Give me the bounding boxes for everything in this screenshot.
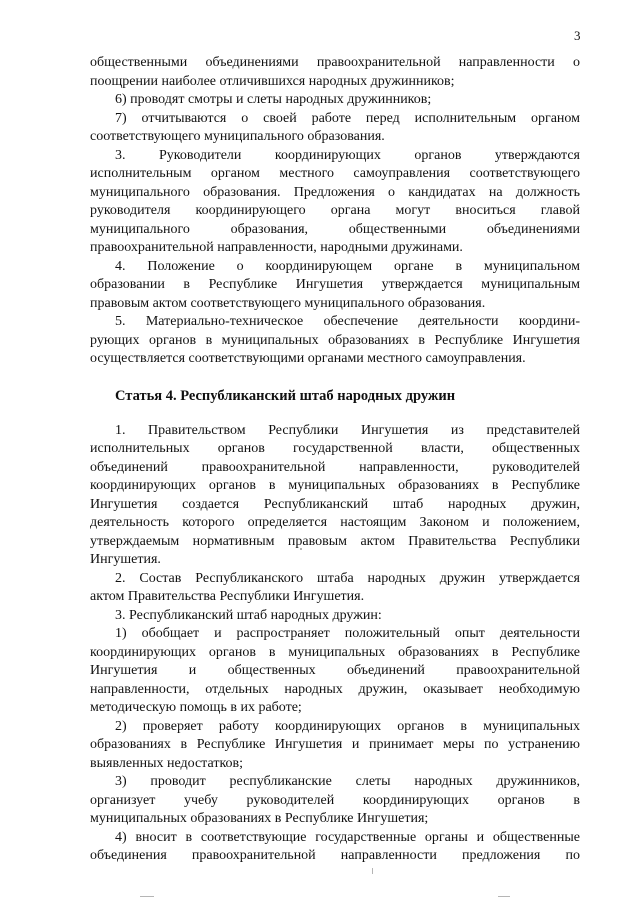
text-line: координирующих органов в муниципальных образованиях в Республике	[90, 644, 580, 660]
text-line: осуществляется соответствующими органами местного самоуправления.	[90, 351, 526, 366]
text-line: деятельность которого определяется настоящим Законом и положением,	[90, 515, 580, 530]
text-line: Ингушетия и общественных объединений правоохранительной	[90, 663, 580, 678]
text-line: организует учебу руководителей координирующих органов в	[90, 792, 580, 808]
spacer	[90, 405, 580, 422]
text-line: 1. Правительством Республики Ингушетия из представителей	[115, 422, 580, 438]
article-3-continuation	[90, 54, 580, 369]
text-line: образовании в Республике Ингушетия утверждается муниципальным	[90, 277, 580, 292]
text-line: 2. Состав Республиканского штаба народных дружин утверждается	[115, 570, 580, 586]
text-line: муниципального образования, общественными объединениями	[90, 221, 580, 237]
scan-speck	[300, 548, 302, 550]
text-line: 2) проверяет работу координирующих органов в муниципальных	[115, 718, 580, 734]
scan-speck	[372, 868, 373, 874]
text-line: 4) вносит в соответствующие государственные органы и общественные	[115, 829, 580, 845]
text-line: поощрении наиболее отличившихся народных дружинников;	[90, 73, 455, 89]
document-body	[90, 54, 580, 866]
text-line: исполнительных органов государственной власти, общественных	[90, 441, 580, 456]
text-line: образованиях в Республике Ингушетия и принимает меры по устранению	[90, 737, 580, 752]
spacer	[90, 369, 580, 387]
text-line: 3. Руководители координирующих органов утверждаются	[115, 147, 580, 163]
text-line: объединений правоохранительной направленности, руководителей	[90, 459, 580, 475]
text-line: 4. Положение о координирующем органе в муниципальном	[115, 258, 580, 274]
text-line: муниципального образования. Предложения о кандидатах на должность	[90, 184, 580, 200]
text-line: общественными объединениями правоохранительной направленности о	[90, 55, 580, 70]
text-line: направленности, отдельных народных дружин, оказывает необходимую	[90, 681, 580, 697]
text-line: утверждаемым нормативным правовым актом Правительства Республики	[90, 533, 580, 549]
text-line: муниципальных образованиях в Республике Ингушетия;	[90, 811, 429, 826]
text-line: руководителя координирующего органа могут вноситься главой	[90, 203, 580, 218]
text-line: актом Правительства Республики Ингушетия.	[90, 589, 365, 604]
scan-speck	[498, 896, 510, 897]
text-line: 1) обобщает и распространяет положительный опыт деятельности	[115, 626, 580, 641]
text-line: правоохранительной направленности, народными дружинами.	[90, 240, 463, 255]
text-line: исполнительным органом местного самоуправления соответствующего	[90, 166, 580, 181]
text-line: 3) проводит республиканские слеты народных дружинников,	[115, 774, 580, 789]
text-line: рующих органов в муниципальных образованиях в Республике Ингушетия	[90, 332, 580, 348]
text-line: 3. Республиканский штаб народных дружин:	[115, 607, 382, 623]
text-line: правовым актом соответствующего муниципального образования.	[90, 295, 486, 311]
text-line: Ингушетия.	[90, 552, 161, 567]
scan-speck	[140, 896, 154, 897]
text-line: соответствующего муниципального образования.	[90, 129, 385, 144]
text-line: 6) проводят смотры и слеты народных дружинников;	[115, 92, 432, 107]
text-line: 7) отчитываются о своей работе перед исполнительным органом	[115, 110, 580, 126]
article-4-heading: Статья 4. Республиканский штаб народных дружин	[115, 387, 456, 404]
text-line: методическую помощь в их работе;	[90, 700, 302, 715]
text-line: Ингушетия создается Республиканский штаб народных дружин,	[90, 496, 580, 512]
page-number: 3	[574, 28, 581, 43]
text-line: выявленных недостатков;	[90, 755, 244, 771]
text-line: 5. Материально-техническое обеспечение деятельности координи-	[115, 314, 580, 329]
text-line: объединения правоохранительной направленности предложения по	[90, 848, 580, 863]
article-4-body	[90, 422, 580, 866]
text-line: координирующих органов в муниципальных образованиях в Республике	[90, 478, 580, 493]
